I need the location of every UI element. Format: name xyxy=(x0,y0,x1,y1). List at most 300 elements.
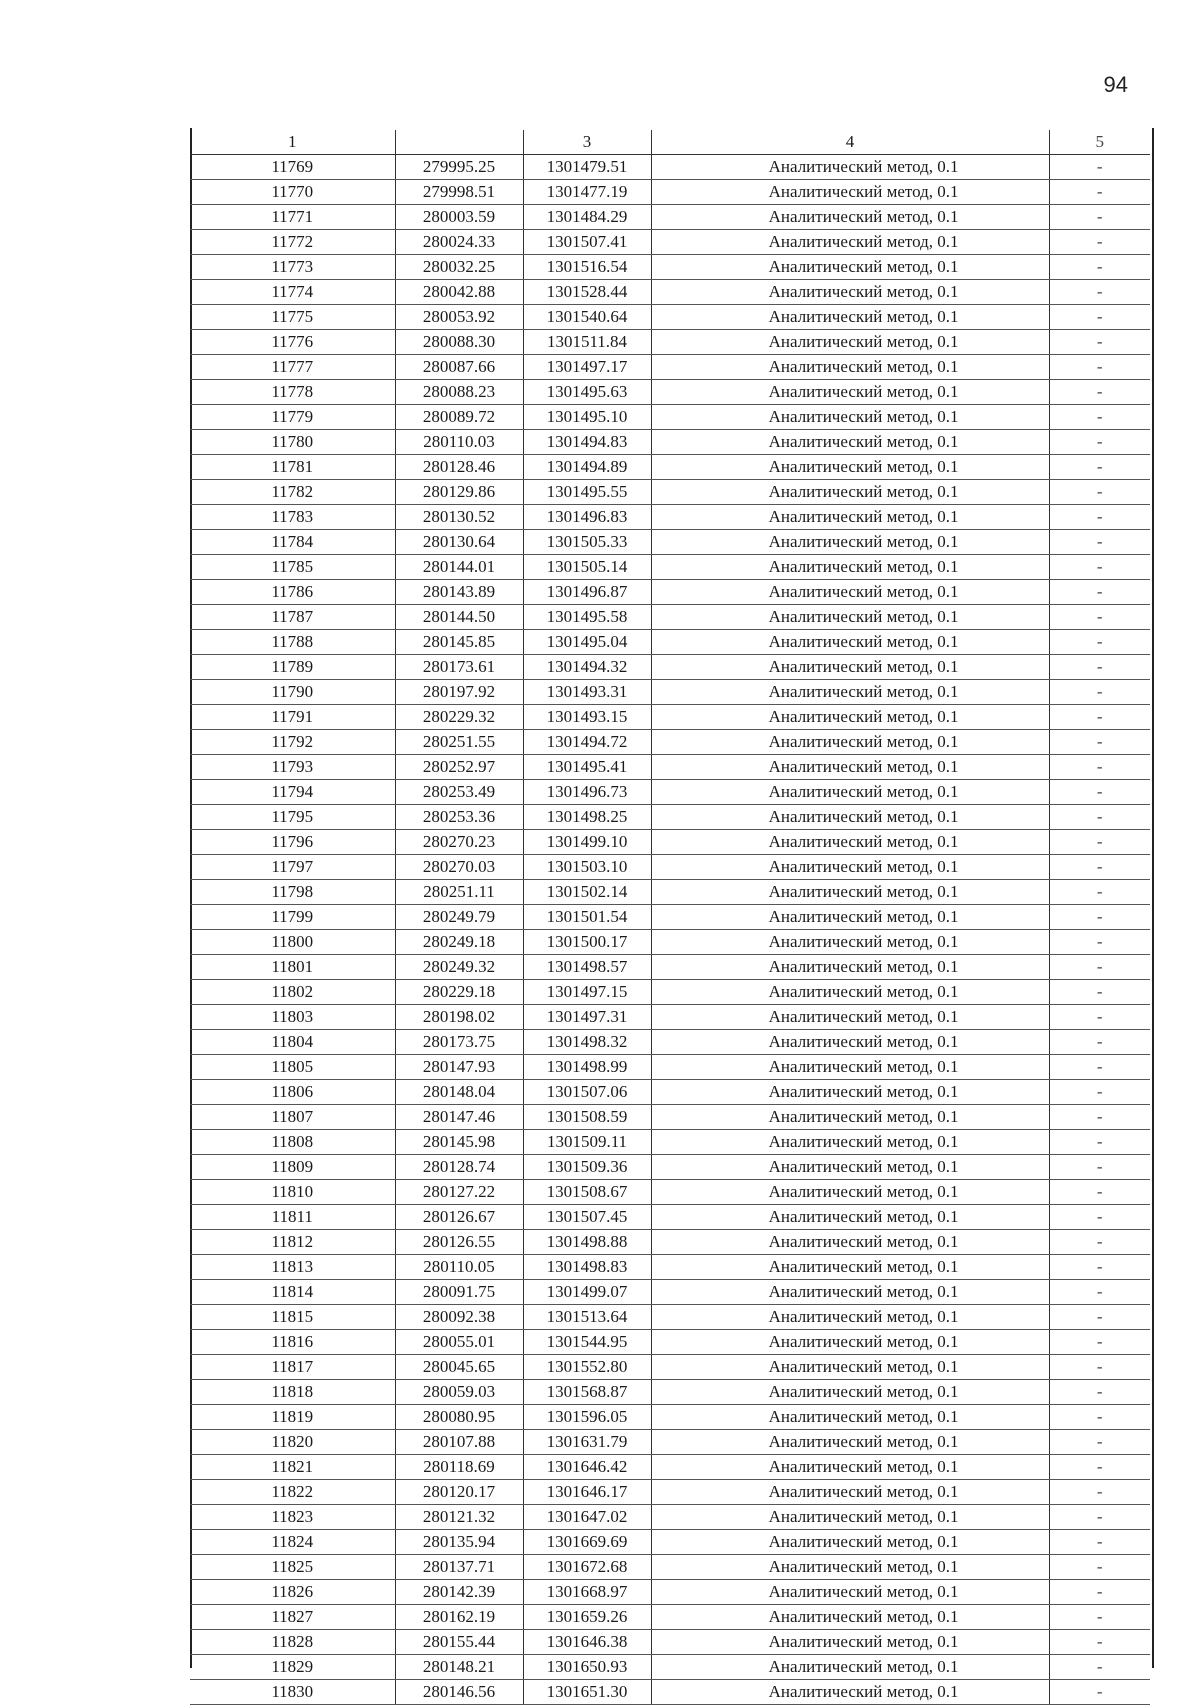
y-coordinate-cell: 1301540.64 xyxy=(523,305,651,330)
point-number-cell: 11771 xyxy=(190,205,395,230)
note-cell: - xyxy=(1049,1130,1150,1155)
x-coordinate-cell: 280270.23 xyxy=(395,830,523,855)
point-number-cell: 11827 xyxy=(190,1605,395,1630)
x-coordinate-cell: 280162.19 xyxy=(395,1605,523,1630)
table-row xyxy=(190,255,1150,280)
table-row xyxy=(190,630,1150,655)
point-number-cell: 11820 xyxy=(190,1430,395,1455)
point-number-cell: 11810 xyxy=(190,1180,395,1205)
note-cell: - xyxy=(1049,905,1150,930)
point-number-cell: 11828 xyxy=(190,1630,395,1655)
point-number-cell: 11825 xyxy=(190,1555,395,1580)
y-coordinate-cell: 1301477.19 xyxy=(523,180,651,205)
method-cell: Аналитический метод, 0.1 xyxy=(651,730,1049,755)
y-coordinate-cell: 1301495.41 xyxy=(523,755,651,780)
note-cell: - xyxy=(1049,1505,1150,1530)
table-row xyxy=(190,1305,1150,1330)
method-cell: Аналитический метод, 0.1 xyxy=(651,1230,1049,1255)
point-number-cell: 11829 xyxy=(190,1655,395,1680)
note-cell: - xyxy=(1049,730,1150,755)
point-number-cell: 11789 xyxy=(190,655,395,680)
x-coordinate-cell: 280251.55 xyxy=(395,730,523,755)
point-number-cell: 11787 xyxy=(190,605,395,630)
point-number-cell: 11819 xyxy=(190,1405,395,1430)
x-coordinate-cell: 280249.79 xyxy=(395,905,523,930)
note-cell: - xyxy=(1049,780,1150,805)
x-coordinate-cell: 280173.75 xyxy=(395,1030,523,1055)
x-coordinate-cell: 280147.46 xyxy=(395,1105,523,1130)
method-cell: Аналитический метод, 0.1 xyxy=(651,505,1049,530)
x-coordinate-cell: 280252.97 xyxy=(395,755,523,780)
table-row xyxy=(190,830,1150,855)
method-cell: Аналитический метод, 0.1 xyxy=(651,1205,1049,1230)
column-header: 1 xyxy=(190,130,395,155)
x-coordinate-cell: 280253.36 xyxy=(395,805,523,830)
table-row xyxy=(190,1205,1150,1230)
x-coordinate-cell: 280126.55 xyxy=(395,1230,523,1255)
note-cell: - xyxy=(1049,1055,1150,1080)
note-cell: - xyxy=(1049,205,1150,230)
note-cell: - xyxy=(1049,355,1150,380)
note-cell: - xyxy=(1049,430,1150,455)
note-cell: - xyxy=(1049,980,1150,1005)
x-coordinate-cell: 280197.92 xyxy=(395,680,523,705)
x-coordinate-cell: 279995.25 xyxy=(395,155,523,180)
point-number-cell: 11804 xyxy=(190,1030,395,1055)
page-number: 94 xyxy=(1103,72,1128,97)
note-cell: - xyxy=(1049,930,1150,955)
x-coordinate-cell: 280198.02 xyxy=(395,1005,523,1030)
note-cell: - xyxy=(1049,280,1150,305)
note-cell: - xyxy=(1049,630,1150,655)
y-coordinate-cell: 1301672.68 xyxy=(523,1555,651,1580)
note-cell: - xyxy=(1049,1205,1150,1230)
point-number-cell: 11823 xyxy=(190,1505,395,1530)
method-cell: Аналитический метод, 0.1 xyxy=(651,1530,1049,1555)
x-coordinate-cell: 280249.32 xyxy=(395,955,523,980)
method-cell: Аналитический метод, 0.1 xyxy=(651,1080,1049,1105)
y-coordinate-cell: 1301498.83 xyxy=(523,1255,651,1280)
table-row xyxy=(190,905,1150,930)
y-coordinate-cell: 1301494.83 xyxy=(523,430,651,455)
table-row xyxy=(190,155,1150,180)
point-number-cell: 11807 xyxy=(190,1105,395,1130)
point-number-cell: 11786 xyxy=(190,580,395,605)
table-row xyxy=(190,1455,1150,1480)
note-cell: - xyxy=(1049,680,1150,705)
x-coordinate-cell: 280135.94 xyxy=(395,1530,523,1555)
point-number-cell: 11815 xyxy=(190,1305,395,1330)
note-cell: - xyxy=(1049,330,1150,355)
method-cell: Аналитический метод, 0.1 xyxy=(651,1455,1049,1480)
x-coordinate-cell: 280091.75 xyxy=(395,1280,523,1305)
method-cell: Аналитический метод, 0.1 xyxy=(651,1680,1049,1705)
method-cell: Аналитический метод, 0.1 xyxy=(651,655,1049,680)
table-row xyxy=(190,1255,1150,1280)
y-coordinate-cell: 1301544.95 xyxy=(523,1330,651,1355)
method-cell: Аналитический метод, 0.1 xyxy=(651,380,1049,405)
method-cell: Аналитический метод, 0.1 xyxy=(651,780,1049,805)
x-coordinate-cell: 280087.66 xyxy=(395,355,523,380)
point-number-cell: 11790 xyxy=(190,680,395,705)
y-coordinate-cell: 1301495.10 xyxy=(523,405,651,430)
method-cell: Аналитический метод, 0.1 xyxy=(651,430,1049,455)
method-cell: Аналитический метод, 0.1 xyxy=(651,1505,1049,1530)
y-coordinate-cell: 1301493.31 xyxy=(523,680,651,705)
method-cell: Аналитический метод, 0.1 xyxy=(651,1430,1049,1455)
table-row xyxy=(190,730,1150,755)
note-cell: - xyxy=(1049,505,1150,530)
method-cell: Аналитический метод, 0.1 xyxy=(651,1330,1049,1355)
y-coordinate-cell: 1301646.17 xyxy=(523,1480,651,1505)
point-number-cell: 11811 xyxy=(190,1205,395,1230)
y-coordinate-cell: 1301552.80 xyxy=(523,1355,651,1380)
point-number-cell: 11778 xyxy=(190,380,395,405)
table-row xyxy=(190,755,1150,780)
method-cell: Аналитический метод, 0.1 xyxy=(651,1130,1049,1155)
y-coordinate-cell: 1301596.05 xyxy=(523,1405,651,1430)
note-cell: - xyxy=(1049,1380,1150,1405)
table-row xyxy=(190,955,1150,980)
point-number-cell: 11772 xyxy=(190,230,395,255)
note-cell: - xyxy=(1049,1405,1150,1430)
y-coordinate-cell: 1301498.88 xyxy=(523,1230,651,1255)
point-number-cell: 11812 xyxy=(190,1230,395,1255)
table-row xyxy=(190,580,1150,605)
note-cell: - xyxy=(1049,1180,1150,1205)
x-coordinate-cell: 280145.98 xyxy=(395,1130,523,1155)
note-cell: - xyxy=(1049,1480,1150,1505)
point-number-cell: 11785 xyxy=(190,555,395,580)
y-coordinate-cell: 1301647.02 xyxy=(523,1505,651,1530)
table-row xyxy=(190,555,1150,580)
table-row xyxy=(190,705,1150,730)
note-cell: - xyxy=(1049,1330,1150,1355)
note-cell: - xyxy=(1049,855,1150,880)
table-row xyxy=(190,1030,1150,1055)
table-row xyxy=(190,1655,1150,1680)
y-coordinate-cell: 1301508.59 xyxy=(523,1105,651,1130)
note-cell: - xyxy=(1049,1105,1150,1130)
x-coordinate-cell: 280118.69 xyxy=(395,1455,523,1480)
point-number-cell: 11822 xyxy=(190,1480,395,1505)
table-row xyxy=(190,1405,1150,1430)
point-number-cell: 11821 xyxy=(190,1455,395,1480)
y-coordinate-cell: 1301568.87 xyxy=(523,1380,651,1405)
table-row xyxy=(190,1630,1150,1655)
table-row xyxy=(190,880,1150,905)
point-number-cell: 11800 xyxy=(190,930,395,955)
y-coordinate-cell: 1301493.15 xyxy=(523,705,651,730)
point-number-cell: 11798 xyxy=(190,880,395,905)
column-header: 5 xyxy=(1049,130,1150,155)
method-cell: Аналитический метод, 0.1 xyxy=(651,1580,1049,1605)
note-cell: - xyxy=(1049,480,1150,505)
y-coordinate-cell: 1301646.38 xyxy=(523,1630,651,1655)
y-coordinate-cell: 1301494.32 xyxy=(523,655,651,680)
y-coordinate-cell: 1301503.10 xyxy=(523,855,651,880)
y-coordinate-cell: 1301505.33 xyxy=(523,530,651,555)
table-row xyxy=(190,1105,1150,1130)
note-cell: - xyxy=(1049,305,1150,330)
x-coordinate-cell: 280130.64 xyxy=(395,530,523,555)
method-cell: Аналитический метод, 0.1 xyxy=(651,1280,1049,1305)
table-row xyxy=(190,480,1150,505)
header-row xyxy=(190,130,1150,155)
x-coordinate-cell: 280173.61 xyxy=(395,655,523,680)
table-row xyxy=(190,1380,1150,1405)
y-coordinate-cell: 1301501.54 xyxy=(523,905,651,930)
note-cell: - xyxy=(1049,955,1150,980)
point-number-cell: 11792 xyxy=(190,730,395,755)
y-coordinate-cell: 1301498.25 xyxy=(523,805,651,830)
method-cell: Аналитический метод, 0.1 xyxy=(651,1030,1049,1055)
y-coordinate-cell: 1301502.14 xyxy=(523,880,651,905)
note-cell: - xyxy=(1049,580,1150,605)
x-coordinate-cell: 280270.03 xyxy=(395,855,523,880)
note-cell: - xyxy=(1049,230,1150,255)
method-cell: Аналитический метод, 0.1 xyxy=(651,905,1049,930)
method-cell: Аналитический метод, 0.1 xyxy=(651,1480,1049,1505)
x-coordinate-cell: 280080.95 xyxy=(395,1405,523,1430)
method-cell: Аналитический метод, 0.1 xyxy=(651,180,1049,205)
table-row xyxy=(190,1130,1150,1155)
x-coordinate-cell: 280121.32 xyxy=(395,1505,523,1530)
note-cell: - xyxy=(1049,530,1150,555)
table-row xyxy=(190,430,1150,455)
note-cell: - xyxy=(1049,1155,1150,1180)
table-row xyxy=(190,605,1150,630)
x-coordinate-cell: 280251.11 xyxy=(395,880,523,905)
x-coordinate-cell: 280003.59 xyxy=(395,205,523,230)
y-coordinate-cell: 1301495.63 xyxy=(523,380,651,405)
table-row xyxy=(190,280,1150,305)
note-cell: - xyxy=(1049,1305,1150,1330)
point-number-cell: 11830 xyxy=(190,1680,395,1705)
method-cell: Аналитический метод, 0.1 xyxy=(651,1355,1049,1380)
table-row xyxy=(190,980,1150,1005)
note-cell: - xyxy=(1049,605,1150,630)
point-number-cell: 11769 xyxy=(190,155,395,180)
x-coordinate-cell: 280127.22 xyxy=(395,1180,523,1205)
method-cell: Аналитический метод, 0.1 xyxy=(651,405,1049,430)
table-row xyxy=(190,1005,1150,1030)
note-cell: - xyxy=(1049,1005,1150,1030)
method-cell: Аналитический метод, 0.1 xyxy=(651,230,1049,255)
y-coordinate-cell: 1301505.14 xyxy=(523,555,651,580)
table-row xyxy=(190,205,1150,230)
y-coordinate-cell: 1301669.69 xyxy=(523,1530,651,1555)
x-coordinate-cell: 280142.39 xyxy=(395,1580,523,1605)
x-coordinate-cell: 280110.05 xyxy=(395,1255,523,1280)
point-number-cell: 11824 xyxy=(190,1530,395,1555)
method-cell: Аналитический метод, 0.1 xyxy=(651,1605,1049,1630)
note-cell: - xyxy=(1049,1530,1150,1555)
y-coordinate-cell: 1301511.84 xyxy=(523,330,651,355)
method-cell: Аналитический метод, 0.1 xyxy=(651,630,1049,655)
method-cell: Аналитический метод, 0.1 xyxy=(651,855,1049,880)
table-row xyxy=(190,1430,1150,1455)
x-coordinate-cell: 280130.52 xyxy=(395,505,523,530)
method-cell: Аналитический метод, 0.1 xyxy=(651,680,1049,705)
method-cell: Аналитический метод, 0.1 xyxy=(651,530,1049,555)
x-coordinate-cell: 280088.30 xyxy=(395,330,523,355)
table-row xyxy=(190,1230,1150,1255)
point-number-cell: 11801 xyxy=(190,955,395,980)
point-number-cell: 11796 xyxy=(190,830,395,855)
x-coordinate-cell: 280059.03 xyxy=(395,1380,523,1405)
x-coordinate-cell: 280053.92 xyxy=(395,305,523,330)
table-row xyxy=(190,1680,1150,1705)
x-coordinate-cell: 279998.51 xyxy=(395,180,523,205)
note-cell: - xyxy=(1049,1255,1150,1280)
note-cell: - xyxy=(1049,1355,1150,1380)
y-coordinate-cell: 1301495.04 xyxy=(523,630,651,655)
table-row xyxy=(190,1580,1150,1605)
note-cell: - xyxy=(1049,655,1150,680)
table-row xyxy=(190,405,1150,430)
y-coordinate-cell: 1301496.83 xyxy=(523,505,651,530)
point-number-cell: 11788 xyxy=(190,630,395,655)
x-coordinate-cell: 280145.85 xyxy=(395,630,523,655)
point-number-cell: 11808 xyxy=(190,1130,395,1155)
x-coordinate-cell: 280129.86 xyxy=(395,480,523,505)
point-number-cell: 11817 xyxy=(190,1355,395,1380)
y-coordinate-cell: 1301650.93 xyxy=(523,1655,651,1680)
method-cell: Аналитический метод, 0.1 xyxy=(651,255,1049,280)
method-cell: Аналитический метод, 0.1 xyxy=(651,1630,1049,1655)
method-cell: Аналитический метод, 0.1 xyxy=(651,1055,1049,1080)
note-cell: - xyxy=(1049,1080,1150,1105)
column-header: 4 xyxy=(651,130,1049,155)
note-cell: - xyxy=(1049,1280,1150,1305)
point-number-cell: 11774 xyxy=(190,280,395,305)
x-coordinate-cell: 280147.93 xyxy=(395,1055,523,1080)
x-coordinate-cell: 280249.18 xyxy=(395,930,523,955)
x-coordinate-cell: 280045.65 xyxy=(395,1355,523,1380)
x-coordinate-cell: 280128.74 xyxy=(395,1155,523,1180)
note-cell: - xyxy=(1049,880,1150,905)
y-coordinate-cell: 1301513.64 xyxy=(523,1305,651,1330)
method-cell: Аналитический метод, 0.1 xyxy=(651,980,1049,1005)
y-coordinate-cell: 1301631.79 xyxy=(523,1430,651,1455)
point-number-cell: 11784 xyxy=(190,530,395,555)
y-coordinate-cell: 1301659.26 xyxy=(523,1605,651,1630)
y-coordinate-cell: 1301495.58 xyxy=(523,605,651,630)
x-coordinate-cell: 280229.32 xyxy=(395,705,523,730)
point-number-cell: 11782 xyxy=(190,480,395,505)
table-row xyxy=(190,380,1150,405)
point-number-cell: 11793 xyxy=(190,755,395,780)
x-coordinate-cell: 280032.25 xyxy=(395,255,523,280)
column-header: 3 xyxy=(523,130,651,155)
x-coordinate-cell: 280088.23 xyxy=(395,380,523,405)
method-cell: Аналитический метод, 0.1 xyxy=(651,1655,1049,1680)
x-coordinate-cell: 280148.21 xyxy=(395,1655,523,1680)
table-row xyxy=(190,1555,1150,1580)
point-number-cell: 11809 xyxy=(190,1155,395,1180)
x-coordinate-cell: 280148.04 xyxy=(395,1080,523,1105)
x-coordinate-cell: 280155.44 xyxy=(395,1630,523,1655)
y-coordinate-cell: 1301498.57 xyxy=(523,955,651,980)
y-coordinate-cell: 1301507.45 xyxy=(523,1205,651,1230)
y-coordinate-cell: 1301498.32 xyxy=(523,1030,651,1055)
x-coordinate-cell: 280144.50 xyxy=(395,605,523,630)
table-row xyxy=(190,1505,1150,1530)
y-coordinate-cell: 1301509.11 xyxy=(523,1130,651,1155)
note-cell: - xyxy=(1049,180,1150,205)
y-coordinate-cell: 1301497.15 xyxy=(523,980,651,1005)
note-cell: - xyxy=(1049,155,1150,180)
table-row xyxy=(190,680,1150,705)
y-coordinate-cell: 1301507.06 xyxy=(523,1080,651,1105)
x-coordinate-cell: 280253.49 xyxy=(395,780,523,805)
method-cell: Аналитический метод, 0.1 xyxy=(651,1255,1049,1280)
point-number-cell: 11816 xyxy=(190,1330,395,1355)
point-number-cell: 11813 xyxy=(190,1255,395,1280)
table-row xyxy=(190,1330,1150,1355)
x-coordinate-cell: 280144.01 xyxy=(395,555,523,580)
table-row xyxy=(190,230,1150,255)
table-row xyxy=(190,305,1150,330)
method-cell: Аналитический метод, 0.1 xyxy=(651,305,1049,330)
table-row xyxy=(190,805,1150,830)
method-cell: Аналитический метод, 0.1 xyxy=(651,455,1049,480)
method-cell: Аналитический метод, 0.1 xyxy=(651,830,1049,855)
point-number-cell: 11780 xyxy=(190,430,395,455)
y-coordinate-cell: 1301508.67 xyxy=(523,1180,651,1205)
point-number-cell: 11770 xyxy=(190,180,395,205)
point-number-cell: 11818 xyxy=(190,1380,395,1405)
note-cell: - xyxy=(1049,830,1150,855)
y-coordinate-cell: 1301507.41 xyxy=(523,230,651,255)
x-coordinate-cell: 280110.03 xyxy=(395,430,523,455)
note-cell: - xyxy=(1049,705,1150,730)
y-coordinate-cell: 1301528.44 xyxy=(523,280,651,305)
x-coordinate-cell: 280024.33 xyxy=(395,230,523,255)
note-cell: - xyxy=(1049,380,1150,405)
table-row xyxy=(190,330,1150,355)
x-coordinate-cell: 280143.89 xyxy=(395,580,523,605)
note-cell: - xyxy=(1049,805,1150,830)
point-number-cell: 11794 xyxy=(190,780,395,805)
table-row xyxy=(190,1055,1150,1080)
method-cell: Аналитический метод, 0.1 xyxy=(651,555,1049,580)
x-coordinate-cell: 280229.18 xyxy=(395,980,523,1005)
point-number-cell: 11805 xyxy=(190,1055,395,1080)
y-coordinate-cell: 1301516.54 xyxy=(523,255,651,280)
point-number-cell: 11775 xyxy=(190,305,395,330)
x-coordinate-cell: 280055.01 xyxy=(395,1330,523,1355)
y-coordinate-cell: 1301500.17 xyxy=(523,930,651,955)
table-row xyxy=(190,455,1150,480)
table-row xyxy=(190,1355,1150,1380)
method-cell: Аналитический метод, 0.1 xyxy=(651,1555,1049,1580)
note-cell: - xyxy=(1049,405,1150,430)
x-coordinate-cell: 280092.38 xyxy=(395,1305,523,1330)
note-cell: - xyxy=(1049,1605,1150,1630)
note-cell: - xyxy=(1049,1680,1150,1705)
method-cell: Аналитический метод, 0.1 xyxy=(651,205,1049,230)
point-number-cell: 11826 xyxy=(190,1580,395,1605)
method-cell: Аналитический метод, 0.1 xyxy=(651,330,1049,355)
y-coordinate-cell: 1301496.73 xyxy=(523,780,651,805)
method-cell: Аналитический метод, 0.1 xyxy=(651,480,1049,505)
point-number-cell: 11802 xyxy=(190,980,395,1005)
note-cell: - xyxy=(1049,1430,1150,1455)
table-row xyxy=(190,1530,1150,1555)
note-cell: - xyxy=(1049,555,1150,580)
